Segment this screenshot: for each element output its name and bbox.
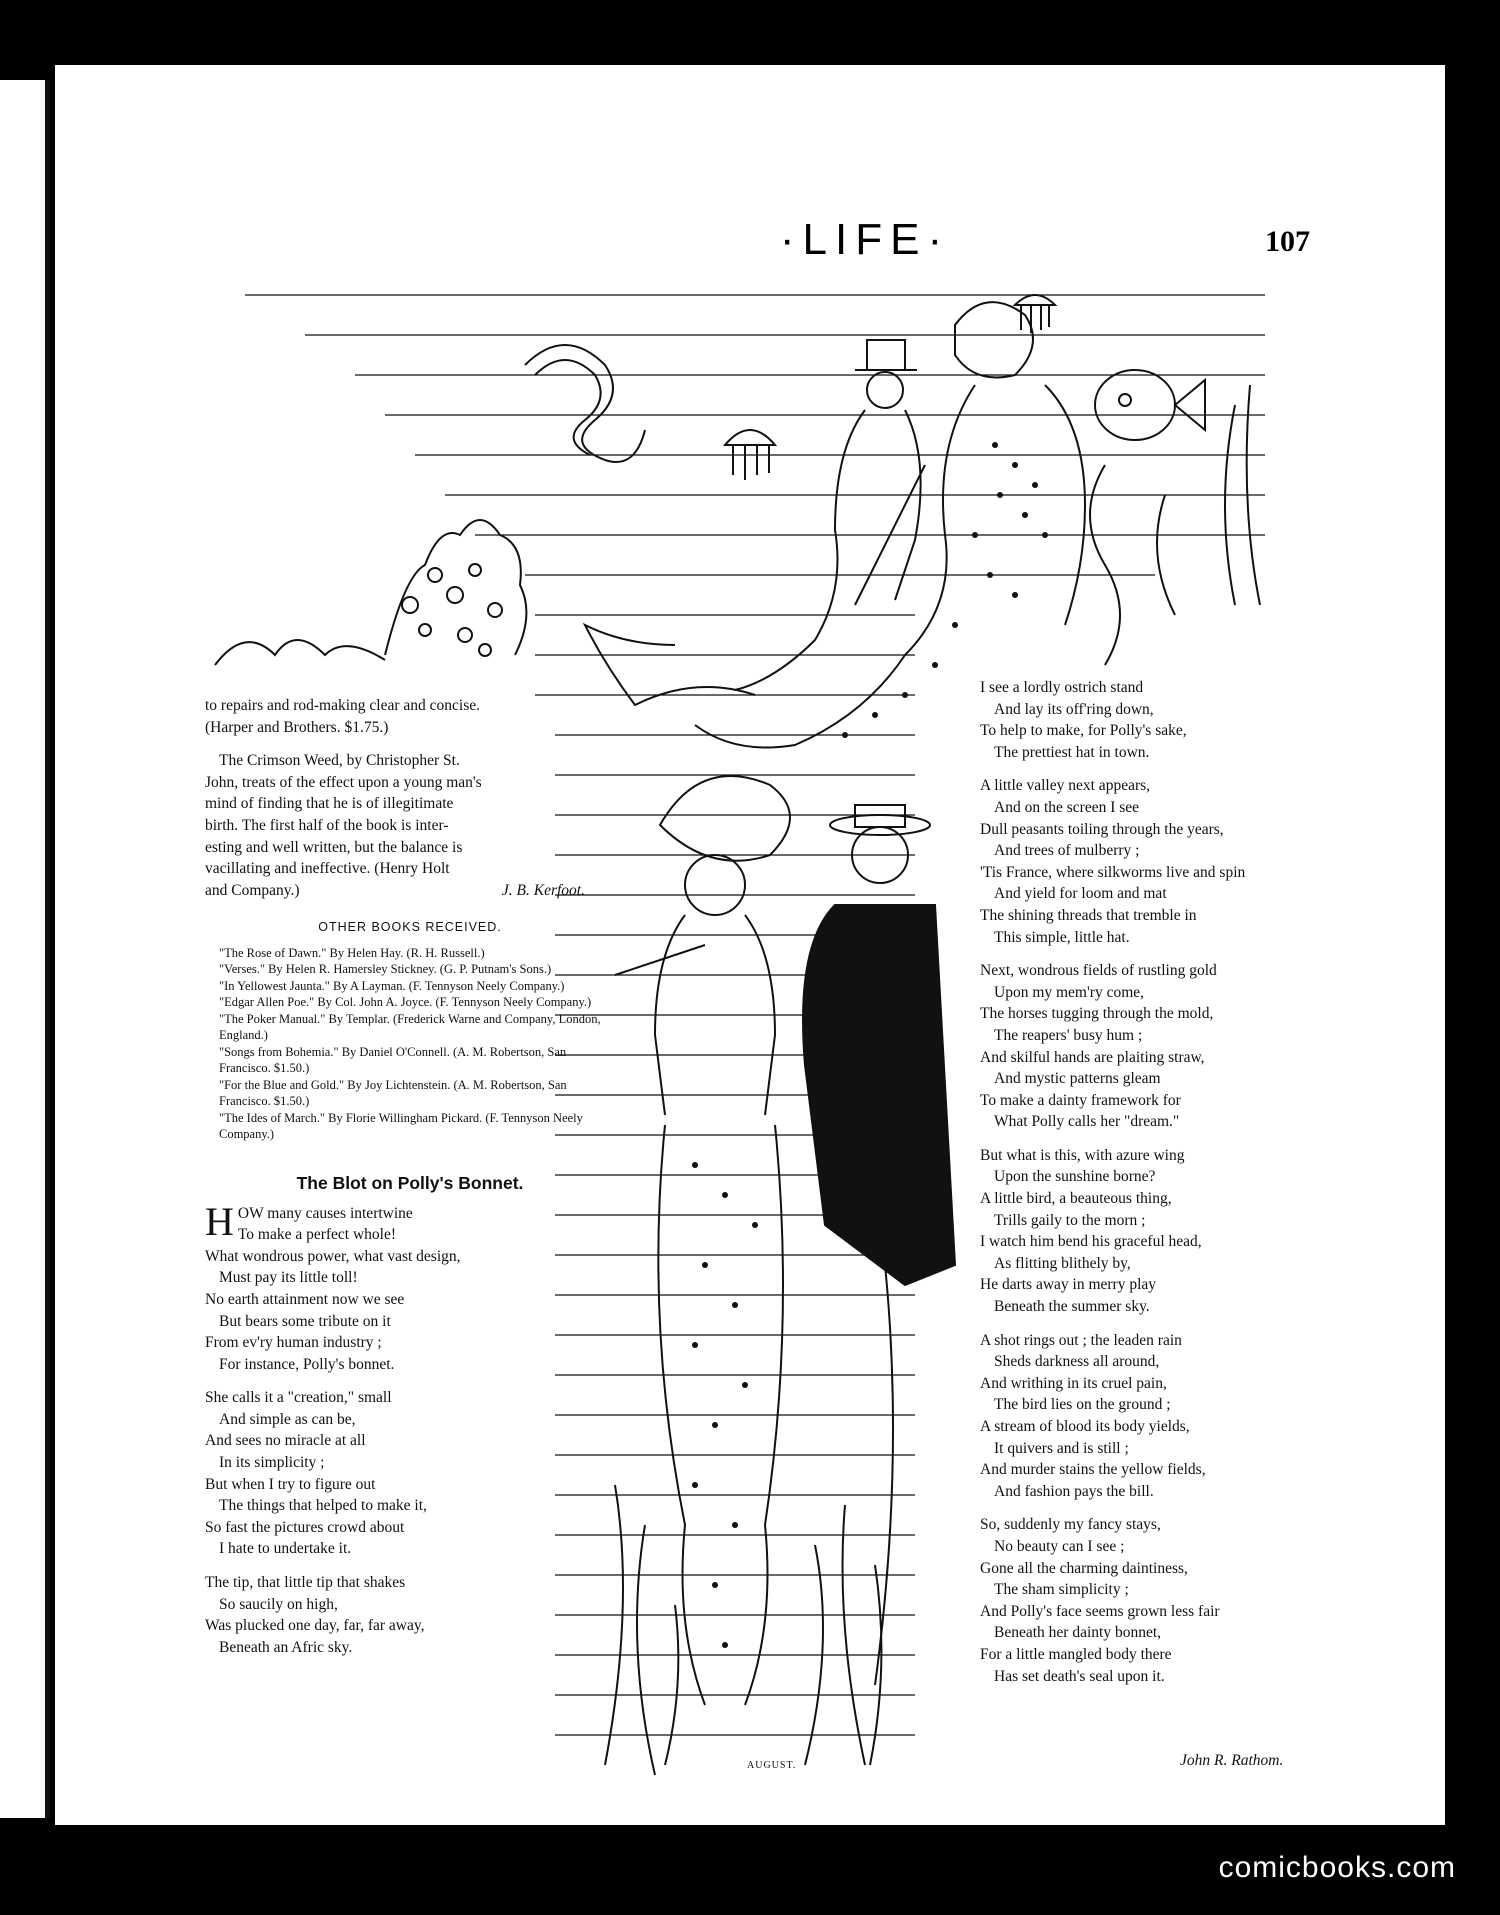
coral-bush bbox=[215, 520, 526, 665]
illustration-caption: AUGUST. bbox=[747, 1760, 797, 1771]
poem-line: And simple as can be, bbox=[219, 1410, 356, 1428]
poem-line: Dull peasants toiling through the years, bbox=[980, 820, 1224, 838]
poem-line: What wondrous power, what vast design, bbox=[205, 1247, 461, 1265]
poem-line: So, suddenly my fancy stays, bbox=[980, 1516, 1161, 1534]
poem-line: And lay its off'ring down, bbox=[994, 700, 1154, 718]
poem-line: But when I try to figure out bbox=[205, 1475, 376, 1493]
book-entry: "The Rose of Dawn." By Helen Hay. (R. H. Russell.) bbox=[219, 945, 485, 960]
poem-line: Next, wondrous fields of rustling gold bbox=[980, 962, 1217, 980]
book-entry: "The Poker Manual." By Templar. (Frederick Warne and Company, London, England.) bbox=[219, 1011, 601, 1043]
poem-line: Beneath her dainty bonnet, bbox=[994, 1624, 1162, 1642]
poem-line: This simple, little hat. bbox=[994, 928, 1130, 946]
review-line bbox=[205, 880, 615, 902]
review-line: John, treats of the effect upon a young man's bbox=[205, 773, 482, 791]
gentleman-with-boater bbox=[803, 805, 955, 1685]
poem-line: From ev'ry human industry ; bbox=[205, 1334, 382, 1352]
poem-line: The horses tugging through the mold, bbox=[980, 1005, 1214, 1023]
poem-line: What Polly calls her "dream." bbox=[994, 1113, 1180, 1131]
poem-line: Sheds darkness all around, bbox=[994, 1353, 1160, 1371]
poem-line: I hate to undertake it. bbox=[219, 1540, 352, 1558]
poem-line: But bears some tribute on it bbox=[219, 1312, 391, 1330]
fish bbox=[1095, 370, 1205, 440]
poem-line: Beneath the summer sky. bbox=[994, 1298, 1150, 1316]
poem-line: And on the screen I see bbox=[994, 798, 1140, 816]
poem-line: The things that helped to make it, bbox=[219, 1497, 427, 1515]
review-line: birth. The first half of the book is inter- bbox=[205, 816, 449, 834]
poem-line: In its simplicity ; bbox=[219, 1454, 325, 1472]
poem-line: To make a dainty framework for bbox=[980, 1091, 1181, 1109]
poem-line: OW many causes intertwine bbox=[237, 1204, 413, 1222]
poem-line: She calls it a "creation," small bbox=[205, 1389, 392, 1407]
magazine-page bbox=[55, 65, 1445, 1825]
eel bbox=[525, 345, 645, 462]
review-line-text: and Company.) bbox=[205, 881, 300, 899]
merman-figure bbox=[585, 340, 925, 705]
lady-with-hat bbox=[615, 776, 790, 1705]
poem-line: The reapers' busy hum ; bbox=[994, 1026, 1143, 1044]
poem-line: For a little mangled body there bbox=[980, 1645, 1172, 1663]
book-entry: "The Ides of March." By Florie Willingham Pickard. (F. Tennyson Neely Company.) bbox=[219, 1110, 583, 1142]
review-line: The Crimson Weed, by Christopher St. bbox=[219, 752, 460, 770]
poem-line: A shot rings out ; the leaden rain bbox=[980, 1331, 1182, 1349]
poem-line: And Polly's face seems grown less fair bbox=[980, 1602, 1220, 1620]
page-number: 107 bbox=[1265, 225, 1310, 258]
poem-author: John R. Rathom. bbox=[1180, 1752, 1284, 1769]
poem-line: It quivers and is still ; bbox=[994, 1439, 1129, 1457]
poem-line: The tip, that little tip that shakes bbox=[205, 1574, 406, 1592]
poem-line: Gone all the charming daintiness, bbox=[980, 1559, 1188, 1577]
poem-line: Has set death's seal upon it. bbox=[994, 1667, 1165, 1685]
poem-line: A stream of blood its body yields, bbox=[980, 1418, 1190, 1435]
seaweed bbox=[1090, 385, 1260, 665]
review-line: to repairs and rod-making clear and concise. bbox=[205, 697, 481, 714]
book-entry: "Edgar Allen Poe." By Col. John A. Joyce. (F. Tennyson Neely Company.) bbox=[219, 995, 592, 1010]
poem-title: The Blot on Polly's Bonnet. bbox=[296, 1172, 524, 1193]
poem-line: For instance, Polly's bonnet. bbox=[219, 1355, 395, 1373]
other-books-heading: OTHER BOOKS RECEIVED. bbox=[318, 920, 502, 935]
poem-line: The shining threads that tremble in bbox=[980, 906, 1197, 924]
poem-line: Trills gaily to the morn ; bbox=[994, 1211, 1146, 1229]
masthead-title: ·LIFE· bbox=[779, 215, 951, 264]
poem-line: To make a perfect whole! bbox=[237, 1226, 397, 1244]
left-column bbox=[205, 695, 615, 1658]
poem-line: A little bird, a beauteous thing, bbox=[980, 1190, 1172, 1208]
review-line: mind of finding that he is of illegitimate bbox=[205, 795, 454, 813]
poem-line: Was plucked one day, far, far away, bbox=[205, 1617, 425, 1635]
right-column bbox=[980, 677, 1410, 1687]
poem-line: Upon the sunshine borne? bbox=[994, 1168, 1156, 1186]
poem-line: I watch him bend his graceful head, bbox=[980, 1233, 1202, 1251]
poem-line: 'Tis France, where silkworms live and spin bbox=[980, 863, 1246, 881]
facing-page-edge bbox=[0, 80, 50, 1818]
poem-line: Must pay its little toll! bbox=[219, 1269, 358, 1287]
poem-line: A little valley next appears, bbox=[980, 777, 1151, 795]
poem-line: And fashion pays the bill. bbox=[994, 1482, 1154, 1500]
jellyfish bbox=[725, 295, 1055, 480]
poem-line: Beneath an Afric sky. bbox=[219, 1638, 353, 1656]
poem-line: And yield for loom and mat bbox=[994, 885, 1167, 903]
poem-line: And writhing in its cruel pain, bbox=[980, 1374, 1167, 1392]
poem-opening bbox=[205, 1198, 615, 1246]
review-line: vacillating and ineffective. (Henry Holt bbox=[205, 860, 450, 878]
poem-line: But what is this, with azure wing bbox=[980, 1146, 1185, 1164]
poem-line: He darts away in merry play bbox=[980, 1276, 1157, 1294]
book-entry: "Verses." By Helen R. Hamersley Stickney. (G. P. Putnam's Sons.) bbox=[219, 962, 552, 977]
poem-line: The bird lies on the ground ; bbox=[994, 1396, 1171, 1414]
book-entry: "For the Blue and Gold." By Joy Lichtenstein. (A. M. Robertson, San Francisco. $1.50.) bbox=[219, 1077, 567, 1109]
poem-line: And trees of mulberry ; bbox=[994, 842, 1140, 860]
book-entry: "Songs from Bohemia." By Daniel O'Connell. (A. M. Robertson, San Francisco. $1.50.) bbox=[219, 1044, 567, 1076]
poem-line: To help to make, for Polly's sake, bbox=[980, 722, 1187, 740]
poem-line: And murder stains the yellow fields, bbox=[980, 1461, 1206, 1479]
poem-line: The prettiest hat in town. bbox=[994, 743, 1150, 761]
poem-line: As flitting blithely by, bbox=[994, 1254, 1131, 1272]
poem-line: I see a lordly ostrich stand bbox=[980, 679, 1144, 696]
poem-line: The sham simplicity ; bbox=[994, 1581, 1129, 1599]
poem-line: And sees no miracle at all bbox=[205, 1432, 366, 1450]
lower-seaweed bbox=[605, 1485, 881, 1775]
poem-line: And skilful hands are plaiting straw, bbox=[980, 1048, 1205, 1066]
book-entry: "In Yellowest Jaunta." By A Layman. (F. Tennyson Neely Company.) bbox=[219, 978, 565, 993]
poem-line: No earth attainment now we see bbox=[205, 1290, 405, 1308]
review-signature: J. B. Kerfoot. bbox=[501, 881, 585, 899]
watermark: comicbooks.com bbox=[1218, 1851, 1456, 1884]
review-line: (Harper and Brothers. $1.75.) bbox=[205, 718, 389, 736]
poem-line: No beauty can I see ; bbox=[994, 1537, 1125, 1555]
poem-line: So fast the pictures crowd about bbox=[205, 1518, 405, 1536]
poem-line: Upon my mem'ry come, bbox=[994, 983, 1145, 1001]
drop-cap: H bbox=[205, 1198, 234, 1244]
poem-line: And mystic patterns gleam bbox=[994, 1070, 1161, 1088]
review-line: esting and well written, but the balance is bbox=[205, 838, 463, 856]
poem-line: So saucily on high, bbox=[219, 1595, 338, 1613]
